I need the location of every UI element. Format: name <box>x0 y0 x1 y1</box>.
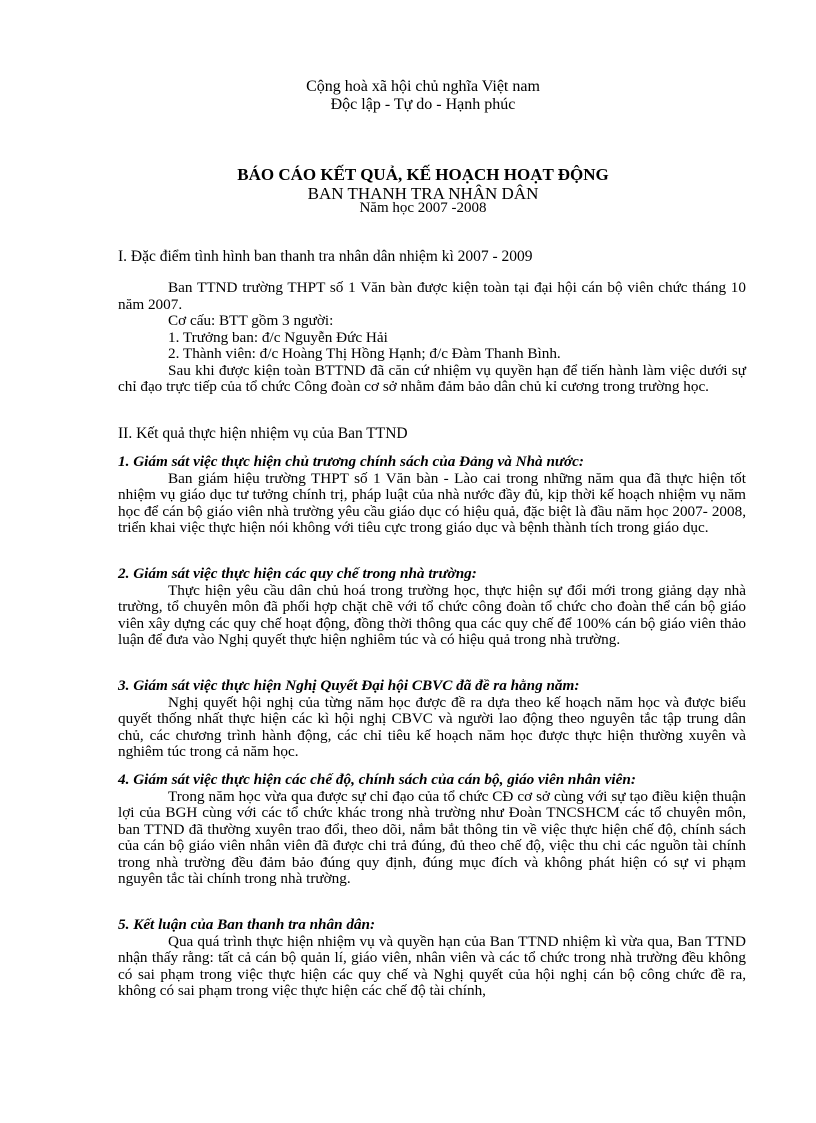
item-heading: 4. Giám sát việc thực hiện các chế độ, chính sách của cán bộ, giáo viên nhân viên: <box>118 771 636 788</box>
section-2-item-2 <box>118 566 746 649</box>
section-2-item-5 <box>118 917 746 1000</box>
section-1-heading: I. Đặc điểm tình hình ban thanh tra nhân dân nhiệm kì 2007 - 2009 <box>118 248 533 265</box>
section-2-item-1 <box>118 454 746 537</box>
report-title: BÁO CÁO KẾT QUẢ, KẾ HOẠCH HOẠT ĐỘNG <box>237 165 609 184</box>
paragraph: Qua quá trình thực hiện nhiệm vụ và quyền hạn của Ban TTND nhiệm kì vừa qua, Ban TTND nhận thấy rằng: tất cả cán bộ quản lí, giáo viên, nhân viên và các tổ chức trong nhà trường đều không có sai phạm trong việc thực hiện các quy chế và Nghị quyết của hội nghị cán bộ công chức đề ra, không có sai phạm trong việc thực hiện các chế độ tài chính, <box>118 932 746 999</box>
paragraph: Cơ cấu: BTT gồm 3 người: <box>168 312 334 329</box>
national-title: Cộng hoà xã hội chủ nghĩa Việt nam <box>306 78 540 95</box>
item-heading: 5. Kết luận của Ban thanh tra nhân dân: <box>118 916 376 933</box>
paragraph: Trong năm học vừa qua được sự chỉ đạo của tổ chức CĐ cơ sở cùng với sự tạo điều kiện thuận lợi của BGH cùng với các tổ chức khác trong nhà trường như Đoàn TNCSHCM các tổ chuyên môn, ban TTND đã thường xuyên trao đổi, theo dõi, nắm bắt thông tin về việc thực hiện chế độ, chính sách của cán bộ giáo viên nhân viên đã được chi trả đúng, đủ theo chế độ, việc thu chi các nguồn tài chính trong nhà trường đều đảm bảo đúng quy định, đúng mục đích và không phát hiện có sự vi phạm nguyên tắc tài chính trong nhà trường. <box>118 787 746 887</box>
national-motto: Độc lập - Tự do - Hạnh phúc <box>330 96 516 113</box>
report-year: Năm học 2007 -2008 <box>359 200 487 216</box>
section-1-body <box>118 280 746 396</box>
section-2-item-4 <box>118 772 746 888</box>
paragraph: 2. Thành viên: đ/c Hoàng Thị Hồng Hạnh; đ/c Đàm Thanh Bình. <box>168 345 561 362</box>
item-heading: 3. Giám sát việc thực hiện Nghị Quyết Đại hội CBVC đã đề ra hằng năm: <box>118 677 580 694</box>
report-subtitle: BAN THANH TRA NHÂN DÂN <box>307 184 539 203</box>
section-2-heading: II. Kết quả thực hiện nhiệm vụ của Ban TTND <box>118 425 408 442</box>
paragraph: Ban TTND trường THPT số 1 Văn bàn được kiện toàn tại đại hội cán bộ viên chức tháng 10 năm 2007. <box>118 279 746 313</box>
section-2-item-3 <box>118 678 746 761</box>
item-heading: 1. Giám sát việc thực hiện chủ trương chính sách của Đảng và Nhà nước: <box>118 453 584 470</box>
paragraph: Nghị quyết hội nghị của từng năm học được đề ra dựa theo kế hoạch năm học và được biểu quyết thống nhất thực hiện các kì hội nghị CBVC và người lao động theo nguyên tắc tập trung dân chủ, các chương trình hành động, các chỉ tiêu kế hoạch năm học được thực hiện thường xuyên và nghiêm túc trong cả năm học. <box>118 693 746 760</box>
paragraph: Ban giám hiệu trường THPT số 1 Văn bàn - Lào cai trong những năm qua đã thực hiện tốt nhiệm vụ giáo dục tư tưởng chính trị, pháp luật của nhà nước đầy đủ, kịp thời kế hoạch nhiệm vụ năm học để cán bộ giáo viên nhà trường yêu cầu giáo dục có hiệu quả, đặc biệt là đầu năm học 2007- 2008, triển khai việc thực hiện nói không với tiêu cực trong giáo dục và bệnh thành tích trong giáo dục. <box>118 469 746 536</box>
paragraph: Thực hiện yêu cầu dân chủ hoá trong trường học, thực hiện sự đổi mới trong giảng dạy nhà trường, tổ chuyên môn đã phối hợp chặt chẽ với tổ chức công đoàn tổ chức cho đoàn thể cán bộ giáo viên xây dựng các quy chế hoạt động, đồng thời thông qua các quy chế để 100% cán bộ giáo viên thảo luận để đưa vào Nghị quyết thực hiện nghiêm túc và có hiệu quả trong nhà trường. <box>118 581 746 648</box>
paragraph: Sau khi được kiện toàn BTTND đã căn cứ nhiệm vụ quyền hạn để tiến hành làm việc dưới sự chỉ đạo trực tiếp của tổ chức Công đoàn cơ sở nhằm đảm bảo dân chủ kỉ cương trong trường học. <box>118 361 746 395</box>
item-heading: 2. Giám sát việc thực hiện các quy chế trong nhà trường: <box>118 565 477 582</box>
paragraph: 1. Trưởng ban: đ/c Nguyễn Đức Hải <box>168 328 388 346</box>
